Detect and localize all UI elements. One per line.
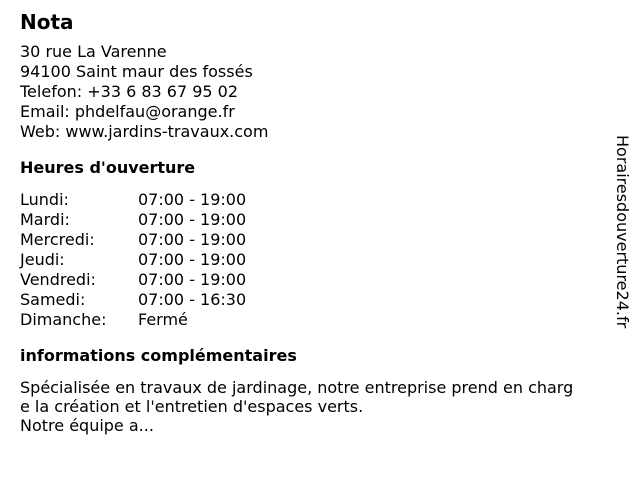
address-line-1: 30 rue La Varenne <box>20 42 167 61</box>
phone-text: Telefon: +33 6 83 67 95 02 <box>20 82 239 101</box>
business-card <box>20 10 620 435</box>
business-name: Nota <box>20 10 74 34</box>
description-line-1: Spécialisée en travaux de jardinage, notre entreprise prend en charg <box>20 378 574 397</box>
hours-row-monday <box>20 190 620 210</box>
hours-time-value: 07:00 - 19:00 <box>138 230 247 249</box>
hours-time-value: 07:00 - 16:30 <box>138 290 247 309</box>
hours-day-label: Mardi: <box>20 210 70 229</box>
hours-day-label: Mercredi: <box>20 230 95 249</box>
hours-time-value: Fermé <box>138 310 188 329</box>
contact-block <box>20 42 620 142</box>
hours-row-friday <box>20 270 620 290</box>
address-line-2: 94100 Saint maur des fossés <box>20 62 253 81</box>
hours-day-label: Lundi: <box>20 190 69 209</box>
hours-time-value: 07:00 - 19:00 <box>138 270 247 289</box>
description-line-3: Notre équipe a... <box>20 416 154 435</box>
hours-day-label: Samedi: <box>20 290 86 309</box>
hours-day-label: Vendredi: <box>20 270 96 289</box>
hours-time-value: 07:00 - 19:00 <box>138 210 247 229</box>
hours-row-sunday <box>20 310 620 330</box>
additional-info-text <box>20 378 620 435</box>
description-line-2: e la création et l'entretien d'espaces verts. <box>20 397 364 416</box>
hours-time-value: 07:00 - 19:00 <box>138 190 247 209</box>
hours-row-wednesday <box>20 230 620 250</box>
site-watermark: Horairesdouverture24.fr <box>613 135 632 329</box>
website-text: Web: www.jardins-travaux.com <box>20 122 269 141</box>
hours-row-thursday <box>20 250 620 270</box>
hours-row-tuesday <box>20 210 620 230</box>
opening-hours-table <box>20 190 620 330</box>
email-text: Email: phdelfau@orange.fr <box>20 102 235 121</box>
opening-hours-heading: Heures d'ouverture <box>20 158 196 177</box>
hours-day-label: Dimanche: <box>20 310 107 329</box>
hours-time-value: 07:00 - 19:00 <box>138 250 247 269</box>
hours-day-label: Jeudi: <box>20 250 65 269</box>
hours-row-saturday <box>20 290 620 310</box>
additional-info-heading: informations complémentaires <box>20 346 297 365</box>
